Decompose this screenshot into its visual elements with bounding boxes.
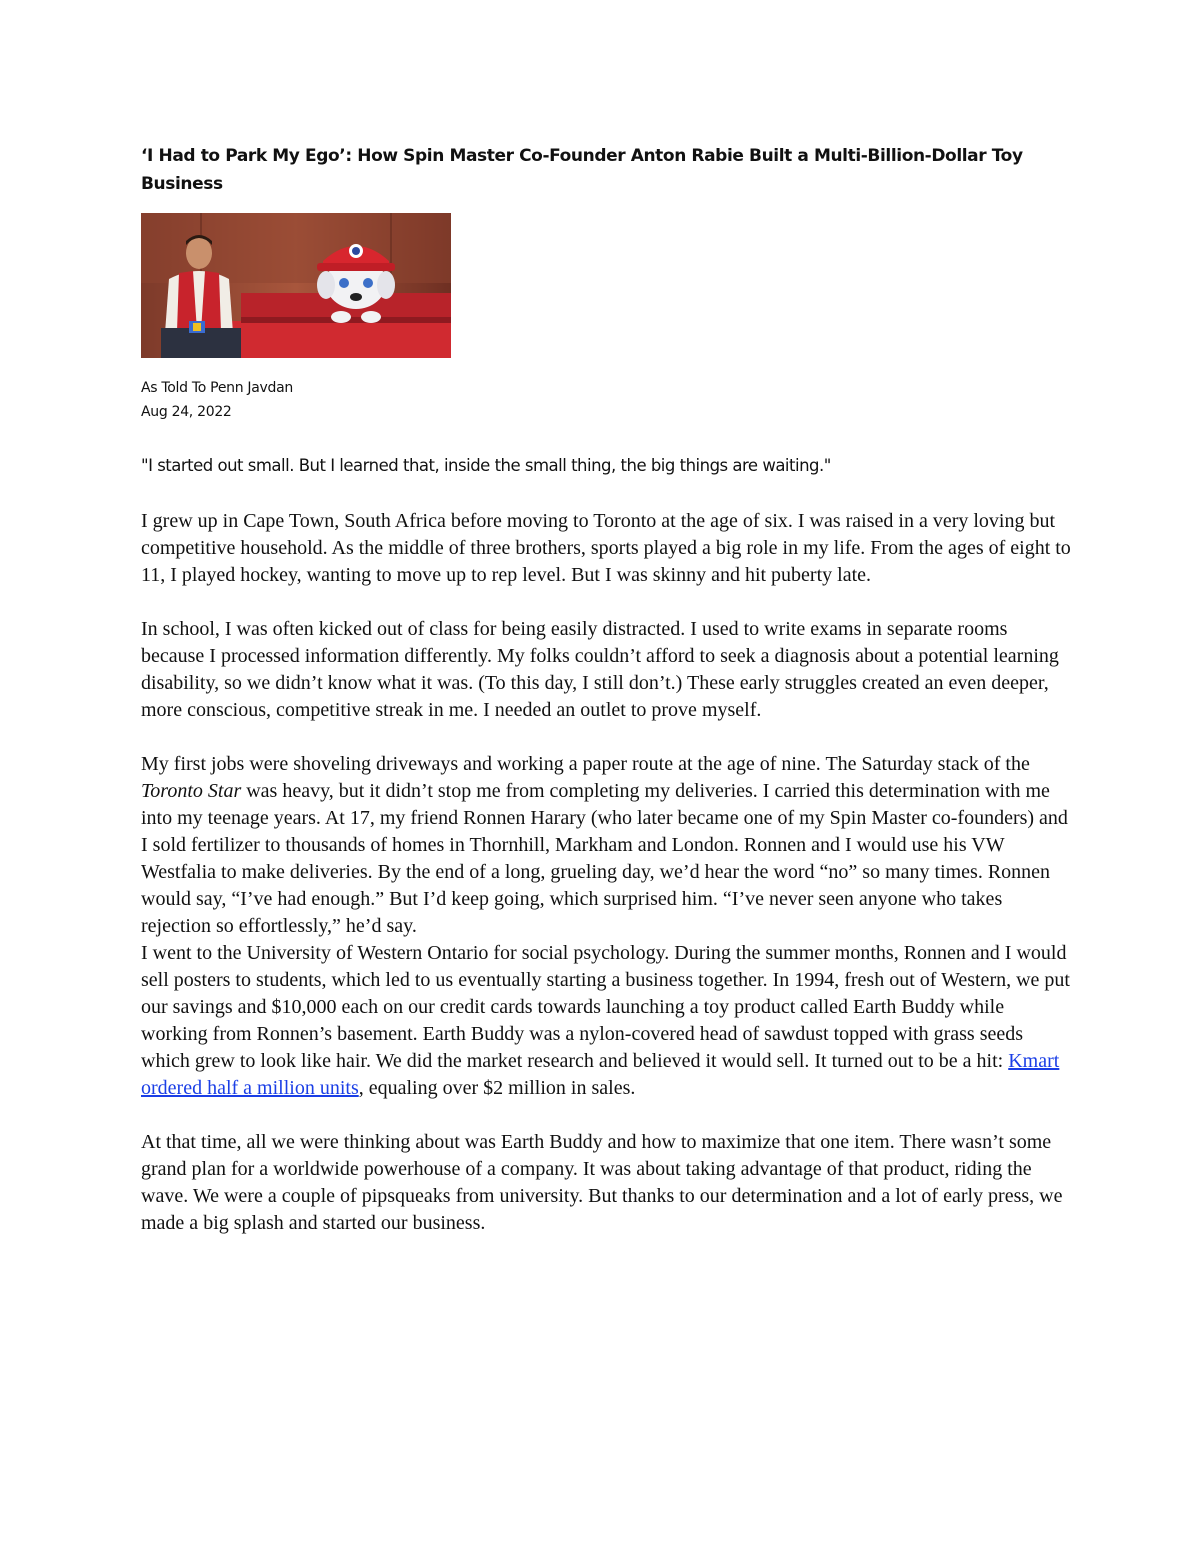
kmart-order-link[interactable]: Kmart ordered half a million units	[141, 1050, 1060, 1099]
article-body	[141, 508, 1071, 1264]
paragraph-1: I grew up in Cape Town, South Africa before moving to Toronto at the age of six. I was raised in a very loving but competitive household. As the middle of three brothers, sports played a big role in my life. From the ages of eight to 11, I played hockey, wanting to move up to rep level. But I was skinny and hit puberty late.	[141, 510, 1071, 586]
pull-quote: "I started out small. But I learned that, inside the small thing, the big things are waiting."	[141, 456, 831, 475]
paragraph-4-text-b: , equaling over $2 million in sales.	[358, 1077, 636, 1099]
paragraph-4-text-a: I went to the University of Western Ontario for social psychology. During the summer months, Ronnen and I would sell posters to students, which led to us eventually starting a business together. In 1994, fresh out of Western, we put our savings and $10,000 each on our credit cards towards launching a toy product called Earth Buddy while working from Ronnen’s basement. Earth Buddy was a nylon-covered head of sawdust topped with grass seeds which grew to look like hair. We did the market research and believed it would sell. It turned out to be a hit:	[141, 942, 1070, 1072]
paragraph-3-text-b: was heavy, but it didn’t stop me from completing my deliveries. I carried this determination with me into my teenage years. At 17, my friend Ronnen Harary (who later became one of my Spin Master co-founders) and I sold fertilizer to thousands of homes in Thornhill, Markham and London. Ronnen and I would use his VW Westfalia to make deliveries. By the end of a long, grueling day, we’d hear the word “no” so many times. Ronnen would say, “I’ve had enough.” But I’d keep going, which surprised him. “I’ve never seen anyone who takes rejection so effortlessly,” he’d say.	[141, 780, 1068, 937]
paragraph-3-text-a: My first jobs were shoveling driveways and working a paper route at the age of nine. The Saturday stack of the	[141, 753, 1030, 775]
article-meta	[141, 376, 293, 424]
paragraph-4	[141, 940, 1071, 1102]
publication-name: Toronto Star	[141, 780, 242, 802]
paragraph-3	[141, 751, 1071, 940]
paragraph-5: At that time, all we were thinking about was Earth Buddy and how to maximize that one item. There wasn’t some grand plan for a worldwide powerhouse of a company. It was about taking advantage of that product, riding the wave. We were a couple of pipsqueaks from university. But thanks to our determination and a lot of early press, we made a big splash and started our business.	[141, 1131, 1063, 1234]
photo-illustration	[141, 213, 451, 358]
publish-date: Aug 24, 2022	[141, 404, 232, 420]
paragraph-2: In school, I was often kicked out of class for being easily distracted. I used to write exams in separate rooms because I processed information differently. My folks couldn’t afford to seek a diagnosis about a potential learning disability, so we didn’t know what it was. (To this day, I still don’t.) These early struggles created an even deeper, more conscious, competitive streak in me. I needed an outlet to prove myself.	[141, 618, 1059, 721]
article-photo	[141, 213, 451, 358]
article-title: ‘I Had to Park My Ego’: How Spin Master Co-Founder Anton Rabie Built a Multi-Billion-Dollar Toy Business	[141, 146, 1023, 194]
byline: As Told To Penn Javdan	[141, 380, 293, 396]
